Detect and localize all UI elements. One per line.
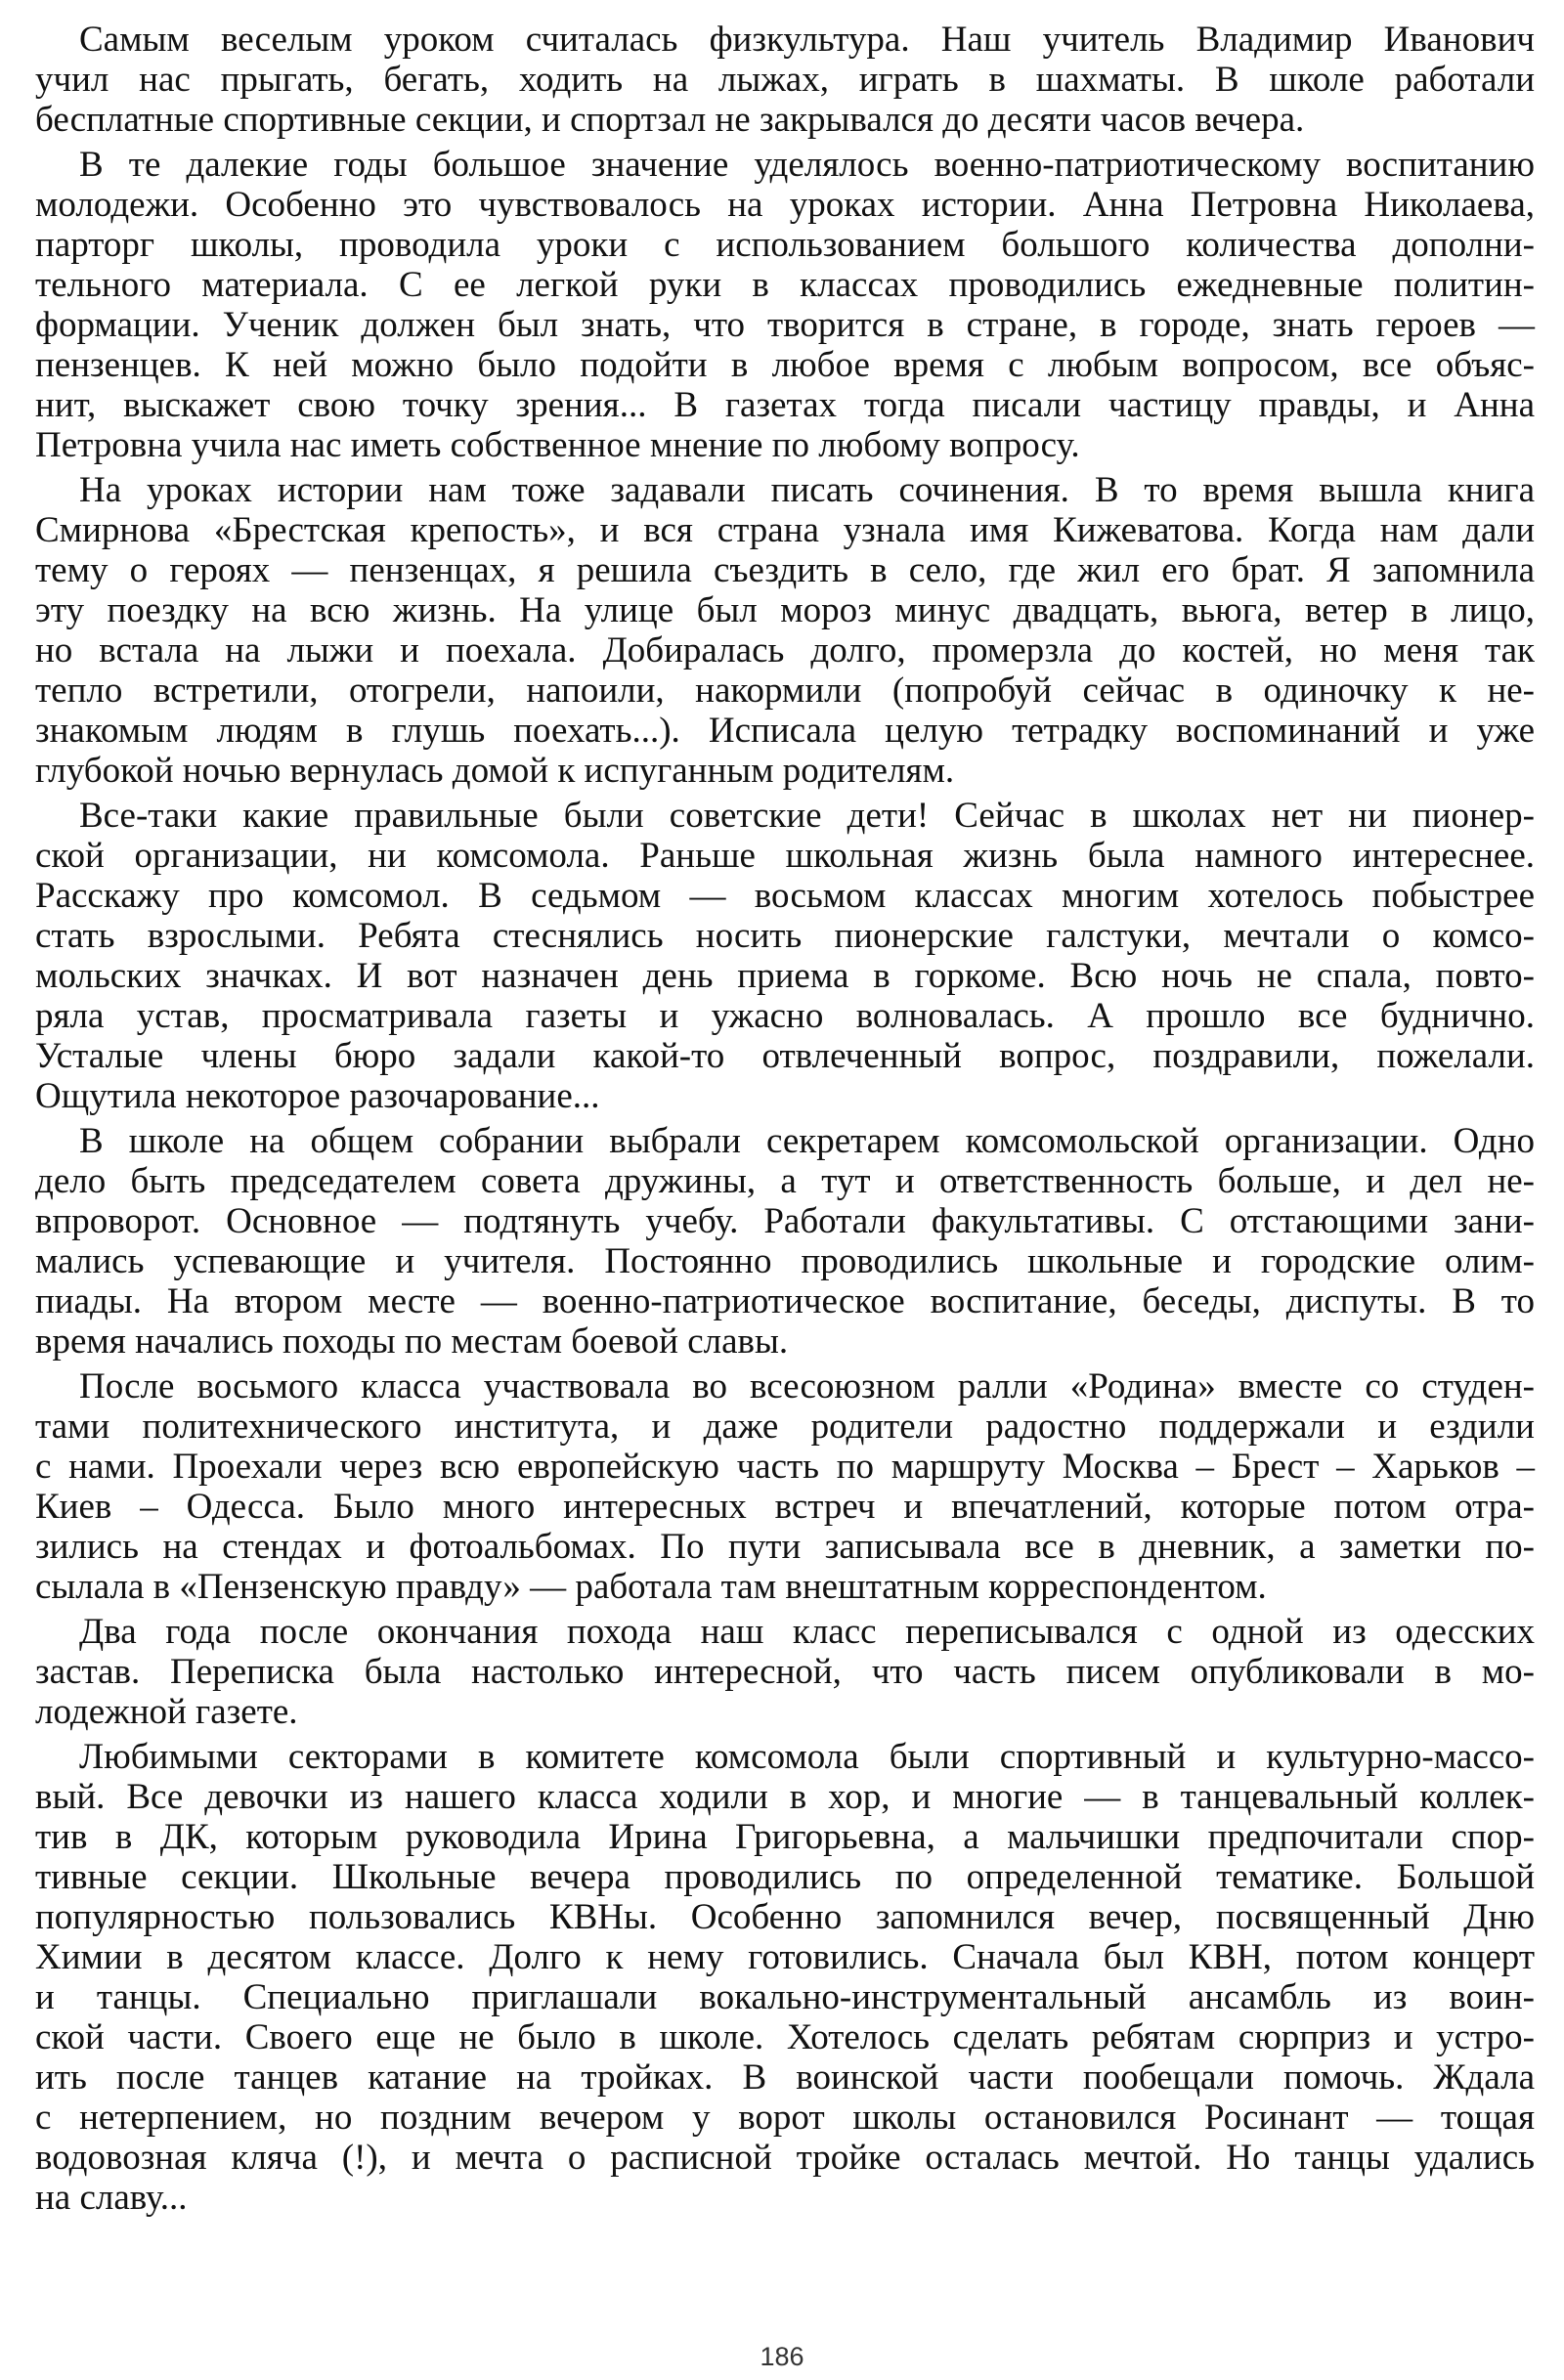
text-line: тив в ДК, которым руководила Ирина Григорьевна, а мальчишки предпочитали спор-	[35, 1817, 1535, 1857]
text-line: стать взрослыми. Ребята стеснялись носить пионерские галстуки, мечтали о комсо-	[35, 916, 1535, 956]
text-line: на славу...	[35, 2178, 188, 2218]
text-line: тему о героях — пензенцах, я решила съездить в село, где жил его брат. Я запомнила	[35, 550, 1535, 590]
paragraph	[35, 1737, 1535, 2218]
text-line: впроворот. Основное — подтянуть учебу. Работали факультативы. С отстающими зани-	[35, 1201, 1535, 1241]
text-line: Самым веселым уроком считалась физкультура. Наш учитель Владимир Иванович	[79, 20, 1535, 60]
paragraph	[35, 470, 1535, 791]
text-line: глубокой ночью вернулась домой к испуганным родителям.	[35, 751, 955, 791]
text-line: формации. Ученик должен был знать, что творится в стране, в городе, знать героев —	[35, 305, 1535, 345]
text-line: На уроках истории нам тоже задавали писать сочинения. В то время вышла книга	[79, 470, 1535, 510]
text-line: время начались походы по местам боевой славы.	[35, 1321, 789, 1362]
text-line: ряла устав, просматривала газеты и ужасно волновалась. А прошло все буднично.	[35, 996, 1535, 1036]
text-line: но встала на лыжи и поехала. Добиралась долго, промерзла до костей, но меня так	[35, 630, 1535, 671]
text-line: Все-таки какие правильные были советские дети! Сейчас в школах нет ни пионер-	[79, 796, 1535, 836]
text-line: Любимыми секторами в комитете комсомола были спортивный и культурно-массо-	[79, 1737, 1535, 1777]
paragraph	[35, 1612, 1535, 1732]
text-line: В те далекие годы большое значение уделялось военно-патриотическому воспитанию	[79, 145, 1535, 185]
text-line: Петровна учила нас иметь собственное мнение по любому вопросу.	[35, 425, 1080, 465]
text-line: вый. Все девочки из нашего класса ходили в хор, и многие — в танцевальный коллек-	[35, 1777, 1535, 1817]
text-line: После восьмого класса участвовала во всесоюзном ралли «Родина» вместе со студен-	[79, 1366, 1535, 1406]
text-line: зились на стендах и фотоальбомах. По пути записывала все в дневник, а заметки по-	[35, 1527, 1535, 1567]
text-line: бесплатные спортивные секции, и спортзал не закрывался до десяти часов вечера.	[35, 100, 1305, 140]
text-line: эту поездку на всю жизнь. На улице был мороз минус двадцать, вьюга, ветер в лицо,	[35, 590, 1535, 630]
text-line: Усталые члены бюро задали какой-то отвлеченный вопрос, поздравили, пожелали.	[35, 1036, 1535, 1076]
text-line: ской части. Своего еще не было в школе. Хотелось сделать ребятам сюрприз и устро-	[35, 2017, 1535, 2057]
text-line: тивные секции. Школьные вечера проводились по определенной тематике. Большой	[35, 1857, 1535, 1897]
text-line: Химии в десятом классе. Долго к нему готовились. Сначала был КВН, потом концерт	[35, 1937, 1535, 1977]
text-line: Расскажу про комсомол. В седьмом — восьмом классах многим хотелось побыстрее	[35, 876, 1535, 916]
text-line: нит, выскажет свою точку зрения... В газетах тогда писали частицу правды, и Анна	[35, 385, 1535, 425]
text-line: ить после танцев катание на тройках. В воинской части пообещали помочь. Ждала	[35, 2057, 1535, 2098]
text-line: молодежи. Особенно это чувствовалось на уроках истории. Анна Петровна Николаева,	[35, 185, 1535, 225]
text-line: пензенцев. К ней можно было подойти в любое время с любым вопросом, все объяс-	[35, 345, 1535, 385]
text-line: парторг школы, проводила уроки с использованием большого количества дополни-	[35, 225, 1535, 265]
text-line: и танцы. Специально приглашали вокально-инструментальный ансамбль из воин-	[35, 1977, 1535, 2017]
text-line: пиады. На втором месте — военно-патриотическое воспитание, беседы, диспуты. В то	[35, 1281, 1535, 1321]
text-line: Ощутила некоторое разочарование...	[35, 1076, 600, 1116]
text-line: сылала в «Пензенскую правду» — работала там внештатным корреспондентом.	[35, 1567, 1267, 1607]
text-line: с нетерпением, но поздним вечером у ворот школы остановился Росинант — тощая	[35, 2098, 1535, 2138]
text-line: Киев – Одесса. Было много интересных встреч и впечатлений, которые потом отра-	[35, 1487, 1535, 1527]
text-line: тепло встретили, отогрели, напоили, накормили (попробуй сейчас в одиночку к не-	[35, 671, 1535, 711]
text-line: дело быть председателем совета дружины, а тут и ответственность больше, и дел не-	[35, 1161, 1535, 1201]
page-body-text	[35, 20, 1535, 2223]
text-line: лодежной газете.	[35, 1692, 298, 1732]
text-line: учил нас прыгать, бегать, ходить на лыжах, играть в шахматы. В школе работали	[35, 60, 1535, 100]
text-line: Смирнова «Брестская крепость», и вся страна узнала имя Кижеватова. Когда нам дали	[35, 510, 1535, 550]
text-line: мольских значках. И вот назначен день приема в горкоме. Всю ночь не спала, повто-	[35, 956, 1535, 996]
paragraph	[35, 796, 1535, 1116]
text-line: популярностью пользовались КВНы. Особенно запомнился вечер, посвященный Дню	[35, 1897, 1535, 1937]
text-line: тельного материала. С ее легкой руки в классах проводились ежедневные политин-	[35, 265, 1535, 305]
text-line: знакомым людям в глушь поехать...). Исписала целую тетрадку воспоминаний и уже	[35, 711, 1535, 751]
page-number: 186	[760, 2342, 804, 2371]
text-line: Два года после окончания похода наш класс переписывался с одной из одесских	[79, 1612, 1535, 1652]
paragraph	[35, 1366, 1535, 1607]
text-line: тами политехнического института, и даже родители радостно поддержали и ездили	[35, 1406, 1535, 1447]
text-line: мались успевающие и учителя. Постоянно проводились школьные и городские олим-	[35, 1241, 1535, 1281]
text-line: водовозная кляча (!), и мечта о расписной тройке осталась мечтой. Но танцы удались	[35, 2138, 1535, 2178]
text-line: В школе на общем собрании выбрали секретарем комсомольской организации. Одно	[79, 1121, 1535, 1161]
text-line: ской организации, ни комсомола. Раньше школьная жизнь была намного интереснее.	[35, 836, 1535, 876]
text-line: застав. Переписка была настолько интересной, что часть писем опубликовали в мо-	[35, 1652, 1535, 1692]
text-line: с нами. Проехали через всю европейскую часть по маршруту Москва – Брест – Харьков –	[35, 1447, 1535, 1487]
paragraph	[35, 145, 1535, 465]
paragraph	[35, 1121, 1535, 1362]
paragraph	[35, 20, 1535, 140]
